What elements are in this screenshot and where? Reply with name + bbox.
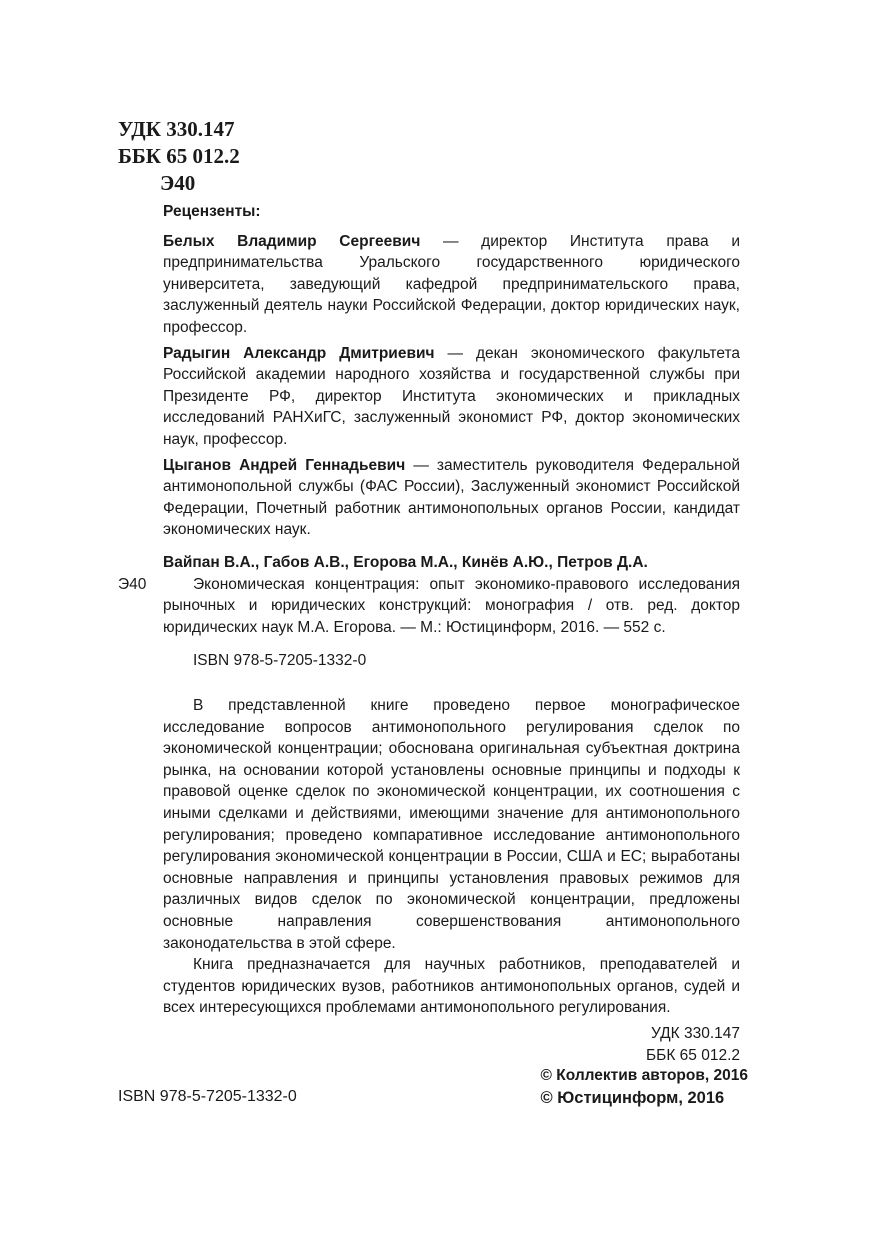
copyright-authors: © Коллектив авторов, 2016 [540,1067,748,1084]
reviewer-name: Радыгин Александр Дмитриевич [163,344,435,362]
classification-block [118,116,240,197]
reviewer-name: Белых Владимир Сергеевич [163,232,421,250]
annotation-codes [163,1023,740,1066]
reviewer-entry [163,231,740,339]
reviewer-description: — заместитель руководителя Федеральной антимонопольной службы (ФАС России), Заслуженный экономист Российской Федерации, Почетный работник антимонопольных органов России, кандидат экономических наук. [163,456,740,539]
reviewer-entry [163,455,740,541]
copyright-block [541,1064,748,1110]
annotation-paragraph: В представленной книге проведено первое монографическое исследование вопросов антимонопольного регулирования сделок по экономической концентрации; обоснована оригинальная субъектная доктрина рынка, на основании которой установлены основные принципы и подходы к правовой оценке сделок по экономической концентрации, их соотношения с иными сделками и действиями, имеющими значение для антимонопольного регулирования; проведено компаративное исследование антимонопольного регулирования экономической концентрации в России, США и ЕС; выработаны основные направления и принципы установления правовых режимов для различных видов сделок по экономической концентрации, предложены основные направления совершенствования антимонопольного законодательства в этой сфере. [163,697,740,952]
author-sign-marginal: Э40 [118,575,147,593]
reviewers-section [163,201,740,545]
footer-isbn: ISBN 978-5-7205-1332-0 [118,1088,297,1105]
annotation-section [163,695,740,1066]
reviewers-heading: Рецензенты: [163,203,261,220]
copyright-publisher: © Юстицинформ, 2016 [540,1089,725,1107]
reviewer-description: — декан экономического факультета Российской академии народного хозяйства и государственной службы при Президенте РФ, директор Института экономических и прикладных исследований РАНХиГС, заслуженный экономист РФ, доктор экономических наук, профессор. [163,344,740,448]
udk-code: УДК 330.147 [118,117,235,141]
book-authors: Вайпан В.А., Габов А.В., Егорова М.А., Кинёв А.Ю., Петров Д.А. [163,554,648,571]
annotation-paragraph: Книга предназначается для научных работников, преподавателей и студентов юридических вузов, работников антимонопольных органов, судей и всех интересующихся проблемами антимонопольного регулирования. [163,956,740,1017]
book-description-text: Экономическая концентрация: опыт экономико-правового исследования рыночных и юридических конструкций: монография / отв. ред. доктор юридических наук М.А. Егорова. — М.: Юстицинформ, 2016. — 552 с. [163,575,740,636]
annotation-bbk: ББК 65 012.2 [645,1046,740,1064]
book-description [163,574,740,639]
reviewer-name: Цыганов Андрей Геннадьевич [163,456,406,474]
author-sign: Э40 [160,171,196,195]
annotation-udk: УДК 330.147 [650,1024,740,1042]
record-isbn: ISBN 978-5-7205-1332-0 [193,652,367,669]
bibliographic-record [118,552,740,638]
reviewer-description: — директор Института права и предпринимательства Уральского государственного юридического университета, заведующий кафедрой предпринимательского права, заслуженный деятель науки Российской Федерации, доктор юридических наук, профессор. [163,232,740,336]
bbk-code: ББК 65 012.2 [118,144,240,168]
reviewer-entry [163,343,740,451]
